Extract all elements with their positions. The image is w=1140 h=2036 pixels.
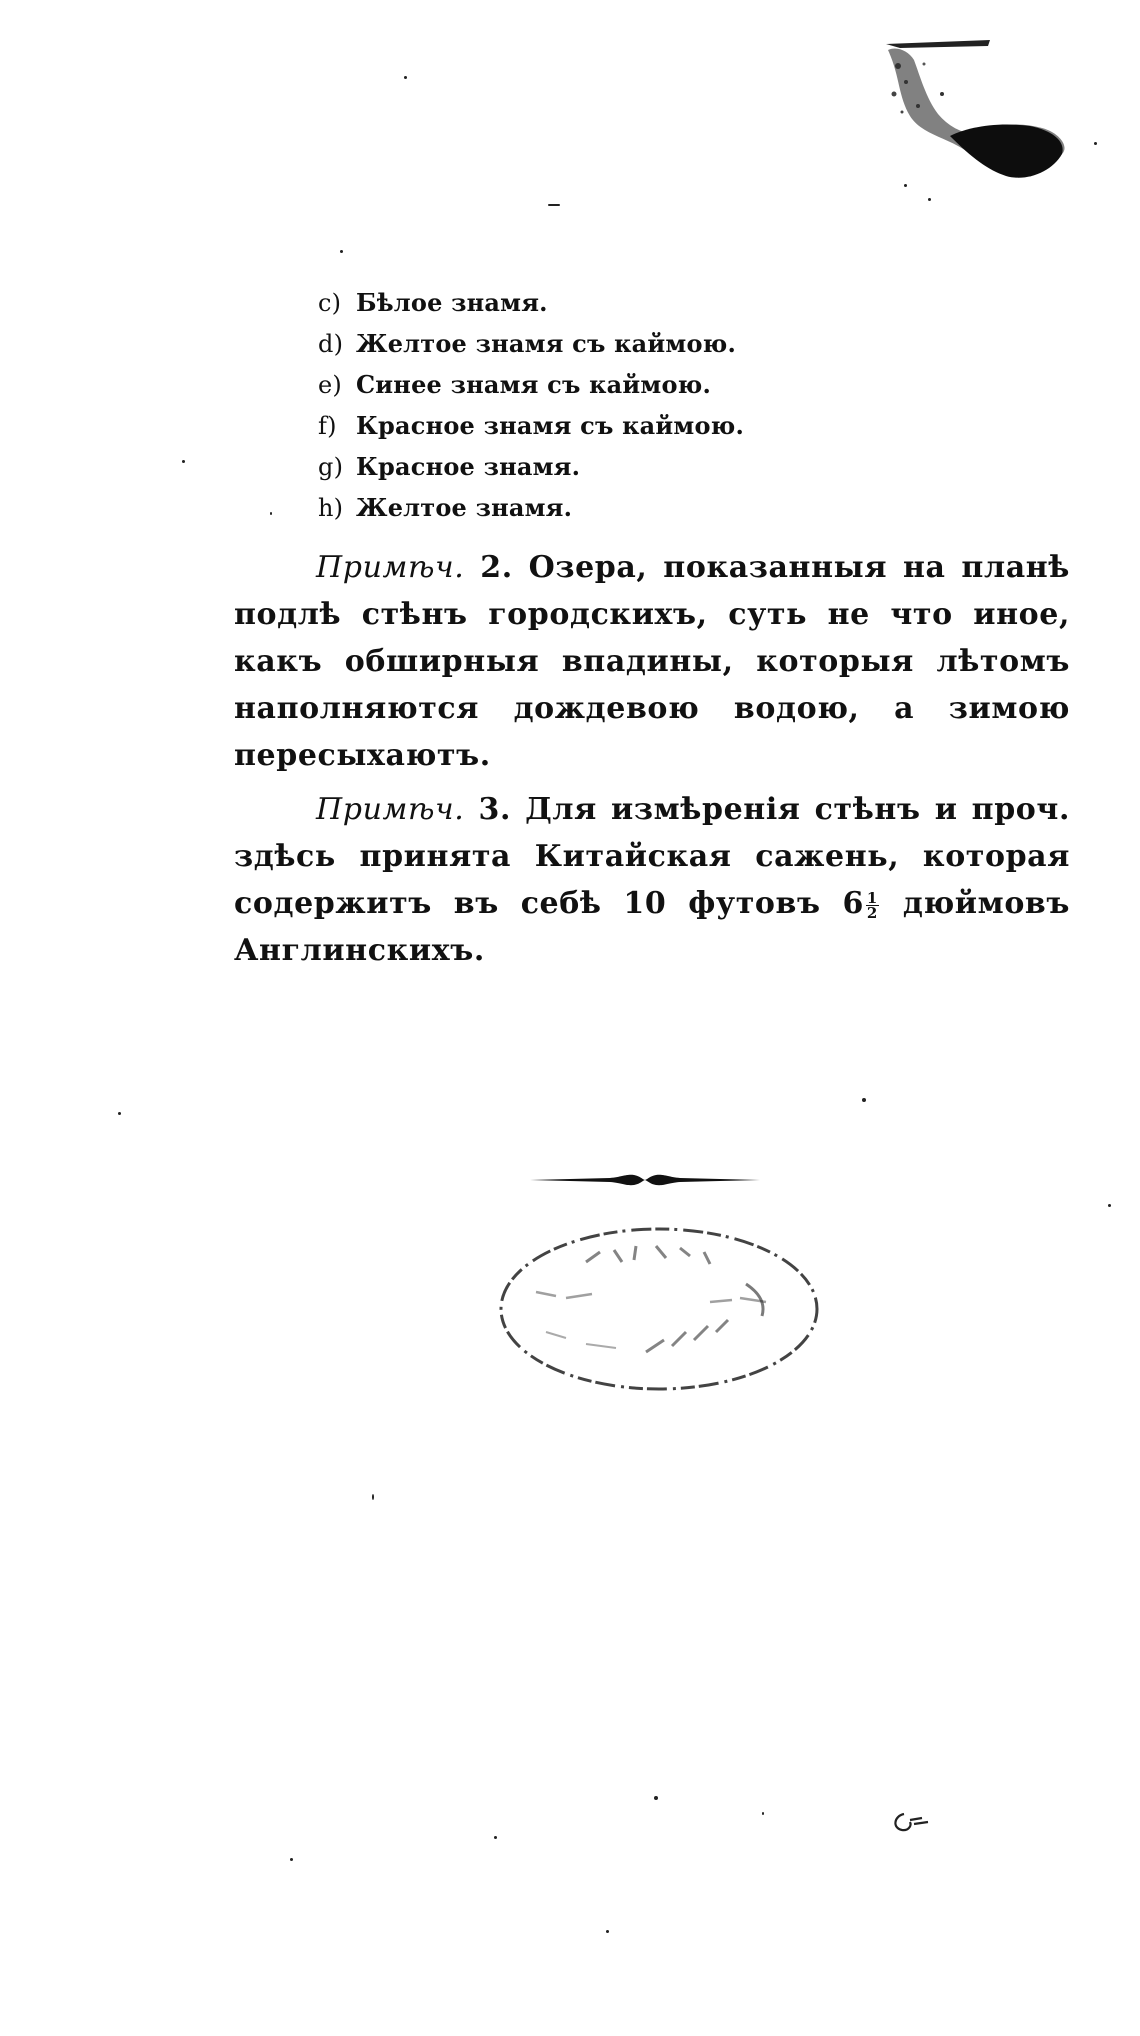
list-item-text: Красное знамя. xyxy=(356,452,581,481)
list-marker: g) xyxy=(318,453,344,481)
fraction-numerator: 1 xyxy=(866,888,878,907)
fraction xyxy=(866,888,879,922)
list-item xyxy=(318,405,1018,446)
list-item xyxy=(318,446,1018,487)
list-item xyxy=(318,364,1018,405)
list-item-text: Желтое знамя. xyxy=(356,493,573,522)
list-item-text: Бѣлое знамя. xyxy=(356,288,548,317)
note-text: 2. Озера, показанныя на планѣ подлѣ стѣнъ городскихъ, суть не что иное, какъ обширныя впадины, которыя лѣтомъ наполняются дождевою водою, а зимою пересыхаютъ. xyxy=(234,550,1070,773)
list-item xyxy=(318,487,1018,528)
print-speck xyxy=(928,198,931,201)
list-item-text: Синее знамя съ каймою. xyxy=(356,370,712,399)
print-speck xyxy=(182,460,185,463)
print-speck xyxy=(654,1796,658,1800)
ink-blot-mark xyxy=(880,36,1080,186)
note-paragraph-2 xyxy=(234,544,1070,779)
list-marker: d) xyxy=(318,330,344,358)
list-item xyxy=(318,282,1018,323)
note-paragraph-3 xyxy=(234,786,1070,974)
list-item-text: Желтое знамя съ каймою. xyxy=(356,329,737,358)
print-speck xyxy=(606,1930,609,1933)
print-speck xyxy=(548,204,560,206)
print-speck xyxy=(1094,142,1097,145)
divider-ornament xyxy=(530,1168,760,1192)
print-speck xyxy=(862,1098,866,1102)
print-speck xyxy=(1108,1204,1111,1207)
print-speck xyxy=(118,1112,121,1115)
print-speck xyxy=(904,184,907,187)
print-speck xyxy=(290,1858,293,1861)
print-speck xyxy=(404,76,407,79)
list-marker: c) xyxy=(318,289,342,317)
list-marker: h) xyxy=(318,494,344,522)
note-label: Примѣч. xyxy=(316,550,465,585)
print-speck xyxy=(762,1812,764,1815)
print-speck xyxy=(372,1494,374,1500)
print-speck xyxy=(494,1836,497,1839)
library-stamp xyxy=(496,1222,822,1396)
note-label: Примѣч. xyxy=(316,792,465,827)
print-speck xyxy=(340,250,343,253)
flag-list xyxy=(318,282,1018,528)
note-text-after: дюймовъ Англинскихъ. xyxy=(234,886,1070,968)
list-marker: e) xyxy=(318,371,342,399)
note-text-before: 3. Для измѣренія стѣнъ и проч. здѣсь принята Китайская сажень, которая содержитъ въ себѣ 10 футовъ 6 xyxy=(234,792,1070,921)
fraction-denominator: 2 xyxy=(866,903,878,922)
print-speck xyxy=(270,512,272,515)
list-item-text: Красное знамя съ каймою. xyxy=(356,411,745,440)
ink-scribble xyxy=(888,1808,936,1836)
list-item xyxy=(318,323,1018,364)
list-marker: f) xyxy=(318,412,337,440)
